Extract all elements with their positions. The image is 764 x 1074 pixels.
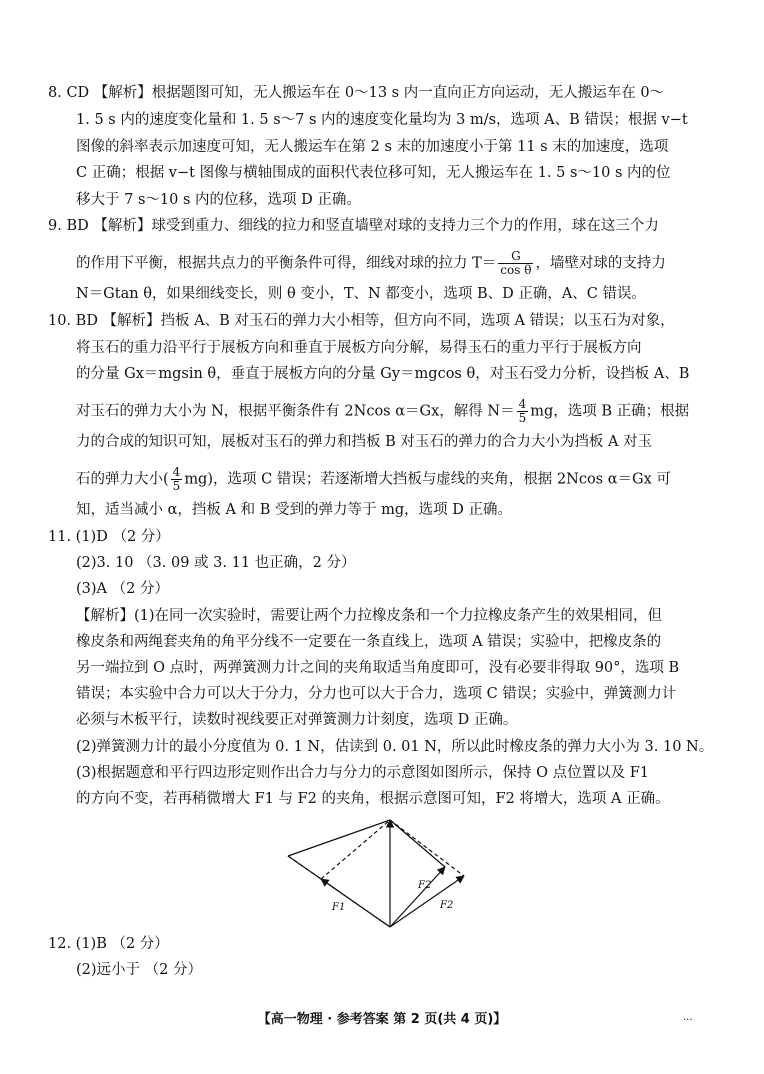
q10-line-4 bbox=[76, 398, 689, 425]
q10-frac2-den: 5 bbox=[172, 479, 181, 493]
q11-explain-2: 橡皮条和两绳套夹角的角平分线不一定要在一条直线上，选项 A 错误；实验中，把橡皮条的 bbox=[76, 634, 662, 650]
q9-line-1: 9. BD 【解析】球受到重力、细线的拉力和竖直墙壁对球的支持力三个力的作用，球在这三个力 bbox=[48, 218, 659, 234]
force-parallelogram-diagram bbox=[280, 810, 480, 935]
q9-line-2 bbox=[76, 250, 666, 277]
q10-line-4b: mg，选项 B 正确；根据 bbox=[530, 403, 690, 420]
q8-line-1: 8. CD 【解析】根据题图可知，无人搬运车在 0～13 s 内一直向正方向运动，无人搬运车在 0～ bbox=[48, 85, 665, 101]
f2-label-inner: F2 bbox=[418, 880, 432, 891]
q10-frac2-num: 4 bbox=[172, 465, 181, 479]
f2-arrow-1 bbox=[390, 867, 445, 927]
q8-line-4: C 正确；根据 v−t 图像与横轴围成的面积代表位移可知，无人搬运车在 1. 5 s～10 s 内的位 bbox=[76, 165, 671, 181]
footer-dots: ... bbox=[683, 1012, 693, 1023]
q12-answer-1: 12. (1)B （2 分） bbox=[48, 936, 169, 952]
q9-line-3: N＝Gtan θ，如果细线变长，则 θ 变小，T、N 都变小，选项 B、D 正确，A、C 错误。 bbox=[76, 286, 647, 302]
q11-explain-6: (2)弹簧测力计的最小分度值为 0. 1 N，估读到 0. 01 N，所以此时橡皮条的弹力大小为 3. 10 N。 bbox=[76, 739, 714, 755]
q11-answer-1: 11. (1)D （2 分） bbox=[48, 529, 170, 545]
q10-fraction-2 bbox=[171, 466, 183, 493]
q11-explain-3: 另一端拉到 O 点时，两弹簧测力计之间的夹角取适当角度即可，没有必要非得取 90°，选项 B bbox=[76, 660, 680, 676]
f2-label-outer: F2 bbox=[440, 900, 454, 911]
q10-line-2: 将玉石的重力沿平行于展板方向和垂直于展板方向分解，易得玉石的重力平行于展板方向 bbox=[76, 340, 642, 356]
q10-fraction-1 bbox=[517, 398, 529, 425]
q10-line-1: 10. BD 【解析】挡板 A、B 对玉石的弹力大小相等，但方向不同，选项 A 错误；以玉石为对象， bbox=[48, 313, 675, 329]
q10-line-6 bbox=[76, 466, 671, 493]
q11-explain-8: 的方向不变，若再稍微增大 F1 与 F2 的夹角，根据示意图可知，F2 将增大，选项 A 正确。 bbox=[76, 791, 670, 807]
page-footer: 【高一物理 · 参考答案 第 2 页(共 4 页)】 bbox=[257, 1012, 507, 1027]
q10-frac1-num: 4 bbox=[518, 397, 527, 411]
q11-explain-7: (3)根据题意和平行四边形定则作出合力与分力的示意图如图所示，保持 O 点位置以及 F1 bbox=[76, 765, 650, 781]
q9-line-2a: 的作用下平衡，根据共点力的平衡条件可得，细线对球的拉力 T＝ bbox=[76, 255, 497, 272]
q8-line-2: 1. 5 s 内的速度变化量和 1. 5 s～7 s 内的速度变化量均为 3 m/s，选项 A、B 错误；根据 v−t bbox=[76, 112, 688, 128]
q10-line-5: 力的合成的知识可知，展板对玉石的弹力和挡板 B 对玉石的弹力的合力大小为挡板 A 对玉 bbox=[76, 434, 653, 450]
q8-line-5: 移大于 7 s～10 s 内的位移，选项 D 正确。 bbox=[76, 192, 361, 208]
q10-line-4a: 对玉石的弹力大小为 N，根据平衡条件有 2Ncos α＝Gx，解得 N＝ bbox=[76, 403, 515, 420]
q9-frac-den: cos θ bbox=[500, 263, 532, 277]
q9-fraction bbox=[498, 250, 533, 277]
q9-frac-num: G bbox=[498, 250, 533, 264]
q9-line-2b: ，墙壁对球的支持力 bbox=[535, 255, 666, 272]
q10-line-3: 的分量 Gx＝mgsin θ，垂直于展板方向的分量 Gy＝mgcos θ，对玉石受力分析，设挡板 A、B bbox=[76, 366, 690, 382]
q8-line-3: 图像的斜率表示加速度可知，无人搬运车在第 2 s 末的加速度小于第 11 s 末的加速度，选项 bbox=[76, 139, 669, 155]
q10-line-6b: mg)，选项 C 错误；若逐渐增大挡板与虚线的夹角，根据 2Ncos α＝Gx 可 bbox=[184, 471, 671, 488]
q11-explain-5: 必须与木板平行，读数时视线要正对弹簧测力计刻度，选项 D 正确。 bbox=[76, 712, 518, 728]
q10-line-7: 知，适当减小 α，挡板 A 和 B 受到的弹力等于 mg，选项 D 正确。 bbox=[76, 502, 512, 518]
q10-line-6a: 石的弹力大小( bbox=[76, 471, 169, 488]
q12-answer-2: (2)远小于 （2 分） bbox=[76, 962, 202, 978]
q11-answer-2: (2)3. 10 （3. 09 或 3. 11 也正确，2 分） bbox=[76, 555, 356, 571]
f1-label: F1 bbox=[332, 902, 346, 913]
q11-answer-3: (3)A （2 分） bbox=[76, 581, 169, 597]
q10-frac1-den: 5 bbox=[518, 411, 527, 425]
q11-explain-4: 错误；本实验中合力可以大于分力，分力也可以大于合力，选项 C 错误；实验中，弹簧测力计 bbox=[76, 686, 677, 702]
q11-explain-1: 【解析】(1)在同一次实验时，需要让两个力拉橡皮条和一个力拉橡皮条产生的效果相同，但 bbox=[76, 608, 663, 624]
